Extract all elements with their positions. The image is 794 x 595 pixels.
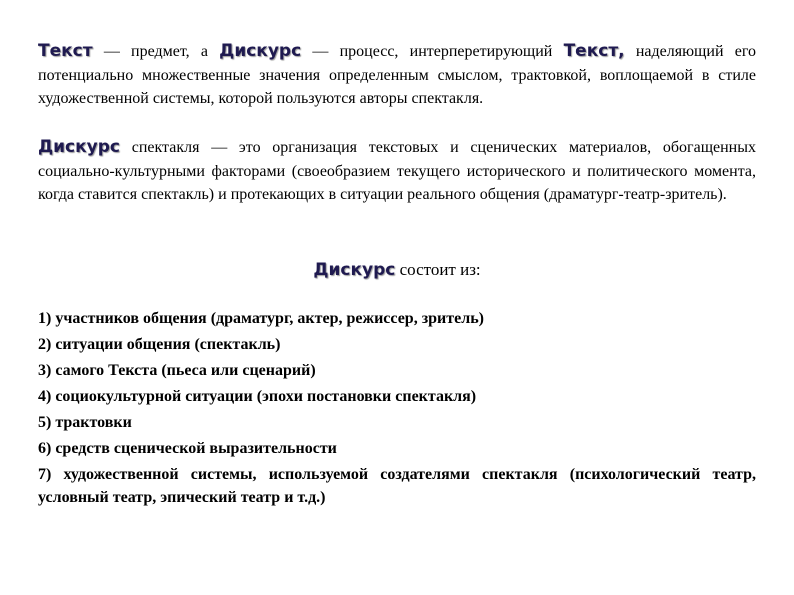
- term-discourse: Дискурс: [219, 41, 302, 61]
- definition-text-part3: наделяющий его потенциально множественные значения определенным смыслом, трактовкой, воплощаемой в стиле художественной системы, которой пользуются авторы спектакля.: [38, 43, 756, 107]
- list-item: 1) участников общения (драматург, актер, режиссер, зритель): [38, 310, 484, 327]
- term-text: Текст: [38, 41, 93, 61]
- term-text-2: Текст,: [563, 41, 625, 61]
- definition-paragraph-discourse: [38, 136, 756, 207]
- heading-rest: состоит из:: [395, 260, 481, 279]
- list-item: 6) средств сценической выразительности: [38, 440, 337, 457]
- term-discourse-2: Дискурс: [38, 137, 120, 157]
- list-item: 3) самого Текста (пьеса или сценарий): [38, 362, 316, 379]
- list-heading: [0, 260, 794, 280]
- definition-paragraph-text: [38, 40, 756, 111]
- list-item: 2) ситуации общения (спектакль): [38, 336, 281, 353]
- list-item: 5) трактовки: [38, 414, 132, 431]
- heading-term: Дискурс: [313, 260, 396, 280]
- list-item: 4) социокультурной ситуации (эпохи постановки спектакля): [38, 388, 477, 405]
- components-list: [38, 306, 756, 509]
- definition-text-part1: — предмет, а: [92, 43, 220, 60]
- list-item: 7) художественной системы, используемой создателями спектакля (психологический театр, условный театр, эпический театр и т.д.): [38, 466, 756, 506]
- definition-text-part2: — процесс, интерперетирующий: [301, 43, 564, 60]
- discourse-definition-text: спектакля — это организация текстовых и сценических материалов, обогащенных социально-культурными факторами (своеобразием текущего исторического и политического момента, когда ставится спектакль) и протекающих в ситуации реального общения (драматург-театр-зритель).: [38, 139, 756, 203]
